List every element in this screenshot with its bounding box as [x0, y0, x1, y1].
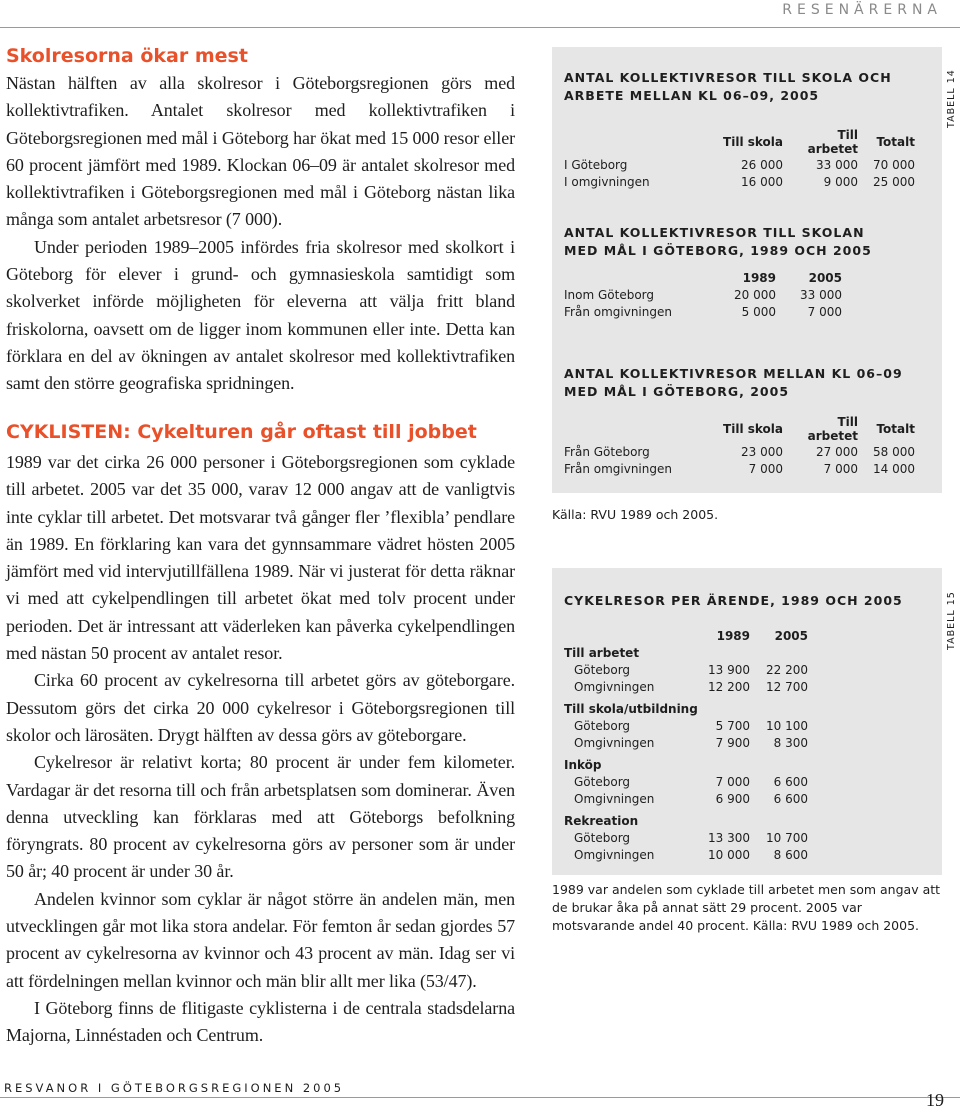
column-header: 2005	[808, 270, 842, 285]
cell: 16 000	[741, 174, 783, 189]
paragraph: Under perioden 1989–2005 infördes fria skolresor med skolkort i Göteborg för elever i grund- och gymnasieskola samtidigt som skolverket införde möjligheten för eleverna att välja fritt bland friskolorna, oavsett om de ligger inom kommunen eller inte. Detta kan förklara en del av ökningen av antalet skolresor med kollektivtrafiken samt den större geografiska spridningen.	[6, 236, 515, 394]
cell: 10 100	[766, 718, 808, 733]
category-label: Inköp	[564, 757, 602, 772]
table-row	[564, 829, 808, 846]
article-school-trips	[6, 42, 515, 398]
row-label: Från omgivningen	[564, 461, 672, 476]
row-label: Från Göteborg	[564, 444, 650, 459]
column-header: Totalt	[876, 422, 915, 436]
table-row	[564, 717, 808, 734]
paragraph: I Göteborg finns de flitigaste cyklisterna i de centrala stadsdelarna Majorna, Linnéstaden och Centrum.	[6, 997, 515, 1046]
cell: 27 000	[816, 444, 858, 459]
article-cyclist	[6, 418, 515, 1050]
data-table	[564, 269, 842, 320]
cell: 12 700	[766, 679, 808, 694]
cell: 6 600	[773, 791, 808, 806]
cell: 22 200	[766, 662, 808, 677]
table-row	[564, 790, 808, 807]
cell: 7 000	[748, 461, 783, 476]
cell: 23 000	[741, 444, 783, 459]
table-row	[564, 303, 842, 320]
page-number: 19	[926, 1090, 944, 1110]
paragraph: Nästan hälften av alla skolresor i Göteborgsregionen görs med kollektivtrafiken. Antalet skolresor med kollektivtrafiken i Göteborgsregionen med mål i Göteborg har ökat med 15 000 resor eller 60 procent jämfört med 1989. Klockan 06–09 är antalet skolresor med kollektivtrafiken i Göteborgsregionen med mål i Göteborg nästan lika många som antalet arbetsresor (7 000).	[6, 73, 515, 230]
column-header: 1989	[742, 270, 776, 285]
paragraph: Cykelresor är relativt korta; 80 procent är under fem kilometer. Vardagar är det resorna till och från arbetsplatsen som dominerar. Även denna utveckling kan förklaras med att Göteborgs befolkning föryngrats. 80 procent av cykelresorna görs av personer som är under 50 år; 40 procent är under 30 år.	[6, 752, 515, 882]
row-label: Omgivningen	[574, 791, 655, 806]
cell: 9 000	[823, 174, 858, 189]
category-label: Rekreation	[564, 813, 639, 828]
cell: 20 000	[734, 287, 776, 302]
cell: 13 300	[708, 830, 750, 845]
publication-footer: RESVANOR I GÖTEBORGSREGIONEN 2005	[4, 1081, 345, 1095]
category-label: Till skola/utbildning	[564, 701, 698, 716]
row-label: Inom Göteborg	[564, 287, 655, 302]
paragraph: 1989 var det cirka 26 000 personer i Göteborgsregionen som cyklade till arbetet. 2005 var det 35 000, varav 12 000 angav att de vanligtvis inte cyklar till arbetet. Det motsvarar två gånger fler ’flexibla’ pendlare än 1989. En förklaring kan vara det gynnsammare vädret hösten 2005 jämfört med vid intervjutillfällena 1989. När vi justerat för detta räknar vi med att cykelpendlingen till arbetet ökat med tolv procent under perioden. Det är intressant att väderleken kan påverka cykelpendlingen med nästan 50 procent av antalet resor.	[6, 452, 515, 664]
cell: 5 000	[741, 304, 776, 319]
cell: 58 000	[873, 444, 915, 459]
table-title: CYKELRESOR PER ÄRENDE, 1989 OCH 2005	[564, 593, 903, 608]
cell: 8 600	[773, 847, 808, 862]
row-label: Göteborg	[574, 662, 631, 677]
cell: 10 700	[766, 830, 808, 845]
cell: 70 000	[873, 157, 915, 172]
data-table	[564, 128, 915, 190]
table-row	[564, 678, 808, 695]
table-15-side-label: TABELL 15	[946, 591, 957, 650]
row-label: Från omgivningen	[564, 304, 672, 319]
table-15	[552, 568, 942, 875]
section-header: RESENÄRERNA	[782, 2, 942, 18]
row-label: Omgivningen	[574, 847, 655, 862]
paragraph: Cirka 60 procent av cykelresorna till arbetet görs av göteborgare. Dessutom görs det cirka 20 000 cykelresor i Göteborgsregionen till skolor och lärosäten. Drygt hälften av dessa görs av göteborgare.	[6, 670, 515, 745]
row-label: I Göteborg	[564, 157, 628, 172]
cell: 7 000	[715, 774, 750, 789]
row-label: I omgivningen	[564, 174, 650, 189]
row-label: Göteborg	[574, 774, 631, 789]
table-title: ANTAL KOLLEKTIVRESOR MELLAN KL 06–09 MED MÅL I GÖTEBORG, 2005	[564, 366, 903, 399]
table-row	[564, 173, 915, 190]
cell: 6 900	[715, 791, 750, 806]
header-rule	[0, 27, 960, 28]
column-header: Totalt	[876, 135, 915, 149]
data-table	[564, 627, 808, 863]
column-header: Till skola	[723, 422, 783, 436]
cell: 26 000	[741, 157, 783, 172]
cell: 12 200	[708, 679, 750, 694]
table-15-caption: 1989 var andelen som cyklade till arbetet men som angav att de brukar åka på annat sätt 29 procent. 2005 var motsvarande andel 40 procent. Källa: RVU 1989 och 2005.	[552, 882, 941, 933]
cell: 33 000	[816, 157, 858, 172]
table-row	[564, 156, 915, 173]
cell: 7 900	[715, 735, 750, 750]
table-title: ANTAL KOLLEKTIVRESOR TILL SKOLA OCH ARBETE MELLAN KL 06–09, 2005	[564, 70, 892, 103]
column-header: 2005	[774, 628, 808, 643]
column-header: Till arbetet	[807, 415, 858, 443]
cell: 25 000	[873, 174, 915, 189]
column-header: Till skola	[723, 135, 783, 149]
column-header: Till arbetet	[807, 128, 858, 156]
data-table	[564, 415, 915, 477]
table-row	[564, 443, 915, 460]
cell: 7 000	[823, 461, 858, 476]
category-label: Till arbetet	[564, 645, 640, 660]
cell: 33 000	[800, 287, 842, 302]
table-row	[564, 286, 842, 303]
table-row	[564, 661, 808, 678]
cell: 13 900	[708, 662, 750, 677]
row-label: Göteborg	[574, 718, 631, 733]
cell: 5 700	[715, 718, 750, 733]
cell: 6 600	[773, 774, 808, 789]
column-header: 1989	[716, 628, 750, 643]
cell: 7 000	[807, 304, 842, 319]
table-row	[564, 734, 808, 751]
article-heading: CYKLISTEN: Cykelturen går oftast till jobbet	[6, 421, 477, 443]
article-heading: Skolresorna ökar mest	[6, 45, 248, 67]
cell: 8 300	[773, 735, 808, 750]
table-row	[564, 846, 808, 863]
footer-rule	[0, 1097, 960, 1098]
table-14-source: Källa: RVU 1989 och 2005.	[552, 507, 719, 522]
table-14	[552, 47, 942, 493]
paragraph: Andelen kvinnor som cyklar är något större än andelen män, men utvecklingen går mot lika stora andelar. För femton år sedan gjordes 57 procent av cykelresorna av kvinnor och 43 procent av män. Idag ser vi att fördelningen mellan kvinnor och män blir allt mer lika (53/47).	[6, 888, 515, 991]
table-title: ANTAL KOLLEKTIVRESOR TILL SKOLAN MED MÅL I GÖTEBORG, 1989 OCH 2005	[564, 225, 872, 258]
cell: 10 000	[708, 847, 750, 862]
table-14-side-label: TABELL 14	[946, 69, 957, 128]
row-label: Omgivningen	[574, 679, 655, 694]
cell: 14 000	[873, 461, 915, 476]
row-label: Omgivningen	[574, 735, 655, 750]
table-row	[564, 460, 915, 477]
row-label: Göteborg	[574, 830, 631, 845]
table-row	[564, 773, 808, 790]
